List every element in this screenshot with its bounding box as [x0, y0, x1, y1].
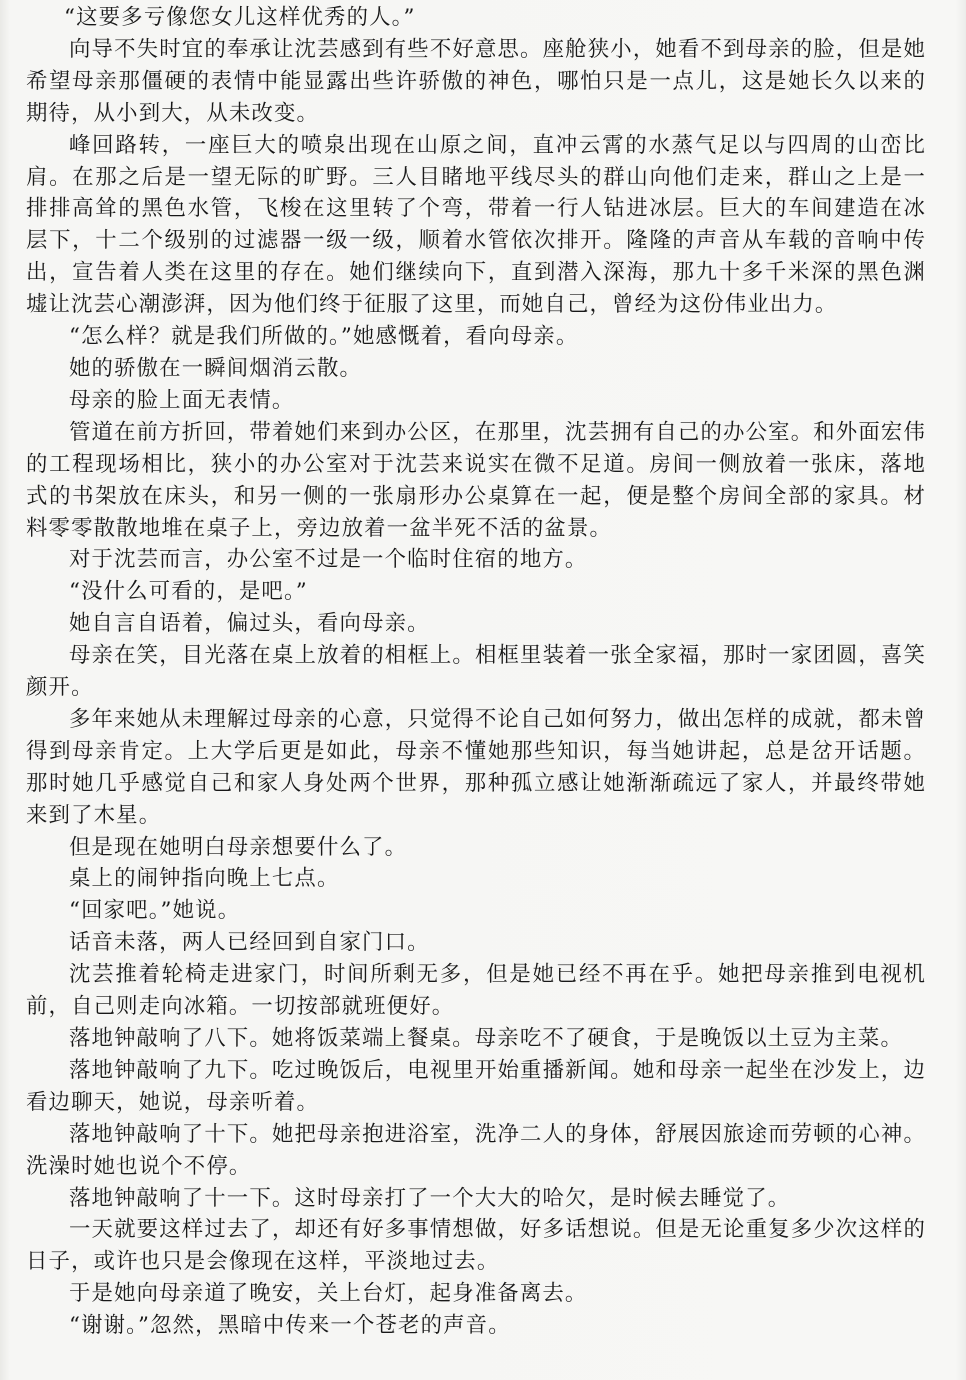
paragraph-8: 对于沈芸而言，办公室不过是一个临时住宿的地方。	[69, 547, 588, 573]
paragraph-7: 管道在前方折回，带着她们来到办公区，在那里，沈芸拥有自己的办公室。和外面宏伟的工程现场相比，狭小的办公室对于沈芸来说实在微不足道。房间一侧放着一张床，落地式的书架放在床头，和另一侧的一张扇形办公桌算在一起，便是整个房间全部的家具。材料零零散散地堆在桌子上，旁边放着一盆半死不活的盆景。	[26, 419, 926, 541]
paragraph-24: “谢谢。”忽然，黑暗中传来一个苍老的声音。	[69, 1313, 511, 1339]
paragraph-4: “怎么样？就是我们所做的。”她感慨着，看向母亲。	[69, 324, 579, 350]
paragraph-5: 她的骄傲在一瞬间烟消云散。	[69, 355, 363, 381]
paragraph-16: 话音未落，两人已经回到自家门口。	[69, 930, 430, 956]
paragraph-20: 落地钟敲响了十下。她把母亲抱进浴室，洗净二人的身体，舒展因旅途而劳顿的心神。洗澡时她也说个不停。	[26, 1121, 926, 1179]
paragraph-9: “没什么可看的，是吧。”	[69, 579, 308, 605]
paragraph-3: 峰回路转，一座巨大的喷泉出现在山原之间，直冲云霄的水蒸气足以与四周的山峦比肩。在那之后是一望无际的旷野。三人目睹地平线尽头的群山向他们走来，群山之上是一排排高耸的黑色水管，飞梭在这里转了个弯，带着一行人钻进冰层。巨大的车间建造在冰层下，十二个级别的过滤器一级一级，顺着水管依次排开。隆隆的声音从车载的音响中传出，宣告着人类在这里的存在。她们继续向下，直到潜入深海，那九十多千米深的黑色渊墟让沈芸心潮澎湃，因为他们终于征服了这里，而她自己，曾经为这份伟业出力。	[26, 132, 926, 318]
paragraph-22: 一天就要这样过去了，却还有好多事情想做，好多话想说。但是无论重复多少次这样的日子，或许也只是会像现在这样，平淡地过去。	[26, 1217, 926, 1275]
paragraph-10: 她自言自语着，偏过头，看向母亲。	[69, 611, 430, 637]
story-text	[26, 2, 926, 1342]
paragraph-19: 落地钟敲响了九下。吃过晚饭后，电视里开始重播新闻。她和母亲一起坐在沙发上，边看边聊天，她说，母亲听着。	[26, 1057, 926, 1115]
paragraph-23: 于是她向母亲道了晚安，关上台灯，起身准备离去。	[69, 1281, 588, 1307]
paragraph-17: 沈芸推着轮椅走进家门，时间所剩无多，但是她已经不再在乎。她把母亲推到电视机前，自己则走向冰箱。一切按部就班便好。	[26, 962, 926, 1020]
paragraph-14: 桌上的闹钟指向晚上七点。	[69, 866, 340, 892]
paragraph-6: 母亲的脸上面无表情。	[69, 387, 295, 413]
paragraph-15: “回家吧。”她说。	[69, 898, 241, 924]
paragraph-1: “这要多亏像您女儿这样优秀的人。”	[64, 5, 416, 30]
paragraph-2: 向导不失时宜的奉承让沈芸感到有些不好意思。座舱狭小，她看不到母亲的脸，但是她希望母亲那僵硬的表情中能显露出些许骄傲的神色，哪怕只是一点儿，这是她长久以来的期待，从小到大，从未改变。	[26, 36, 926, 126]
paragraph-13: 但是现在她明白母亲想要什么了。	[69, 834, 408, 860]
paragraph-18: 落地钟敲响了八下。她将饭菜端上餐桌。母亲吃不了硬食，于是晚饭以土豆为主菜。	[69, 1026, 904, 1051]
paragraph-12: 多年来她从未理解过母亲的心意，只觉得不论自己如何努力，做出怎样的成就，都未曾得到母亲肯定。上大学后更是如此，母亲不懂她那些知识，每当她讲起，总是岔开话题。那时她几乎感觉自己和家人身处两个世界，那种孤立感让她渐渐疏远了家人，并最终带她来到了木星。	[26, 706, 926, 828]
paragraph-11: 母亲在笑，目光落在桌上放着的相框上。相框里装着一张全家福，那时一家团圆，喜笑颜开。	[26, 643, 926, 701]
paragraph-21: 落地钟敲响了十一下。这时母亲打了一个大大的哈欠，是时候去睡觉了。	[69, 1185, 791, 1211]
